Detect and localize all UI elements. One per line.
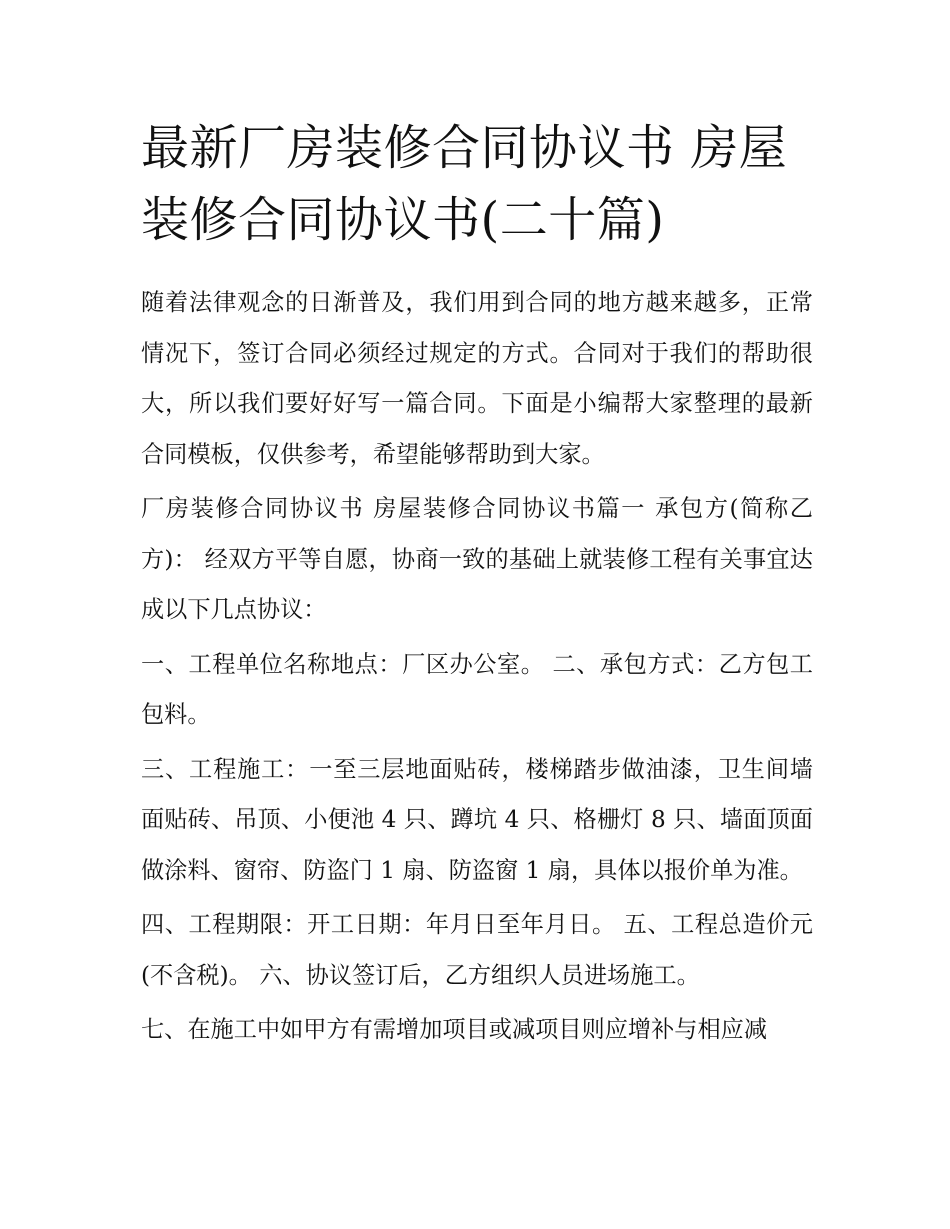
paragraph-clause-1-2: 一、工程单位名称地点：厂区办公室。 二、承包方式：乙方包工包料。 bbox=[141, 650, 813, 728]
paragraph-clause-7: 七、在施工中如甲方有需增加项目或减项目则应增补与相应减 bbox=[141, 1016, 768, 1043]
paragraph-clause-3: 三、工程施工：一至三层地面贴砖，楼梯踏步做油漆，卫生间墙面贴砖、吊顶、小便池 4 只、蹲坑 4 只、格栅灯 8 只、墙面顶面做涂料、窗帘、防盗门 1 扇、防盗窗 1 扇，具体以报价单为准。 bbox=[141, 755, 813, 884]
paragraph-intro: 随着法律观念的日渐普及，我们用到合同的地方越来越多，正常情况下，签订合同必须经过规定的方式。合同对于我们的帮助很大，所以我们要好好写一篇合同。下面是小编帮大家整理的最新合同模板，仅供参考，希望能够帮助到大家。 bbox=[141, 289, 813, 468]
paragraph-clause-4-6: 四、工程期限：开工日期：年月日至年月日。 五、工程总造价元(不含税)。 六、协议签订后，乙方组织人员进场施工。 bbox=[141, 911, 813, 989]
document-title: 最新厂房装修合同协议书 房屋装修合同协议书(二十篇) bbox=[141, 120, 788, 248]
paragraph-agreement-preamble: 厂房装修合同协议书 房屋装修合同协议书篇一 承包方(简称乙方)： 经双方平等自愿，协商一致的基础上就装修工程有关事宜达成以下几点协议： bbox=[141, 495, 813, 623]
document-page bbox=[141, 112, 813, 1060]
document-body bbox=[141, 278, 813, 1056]
